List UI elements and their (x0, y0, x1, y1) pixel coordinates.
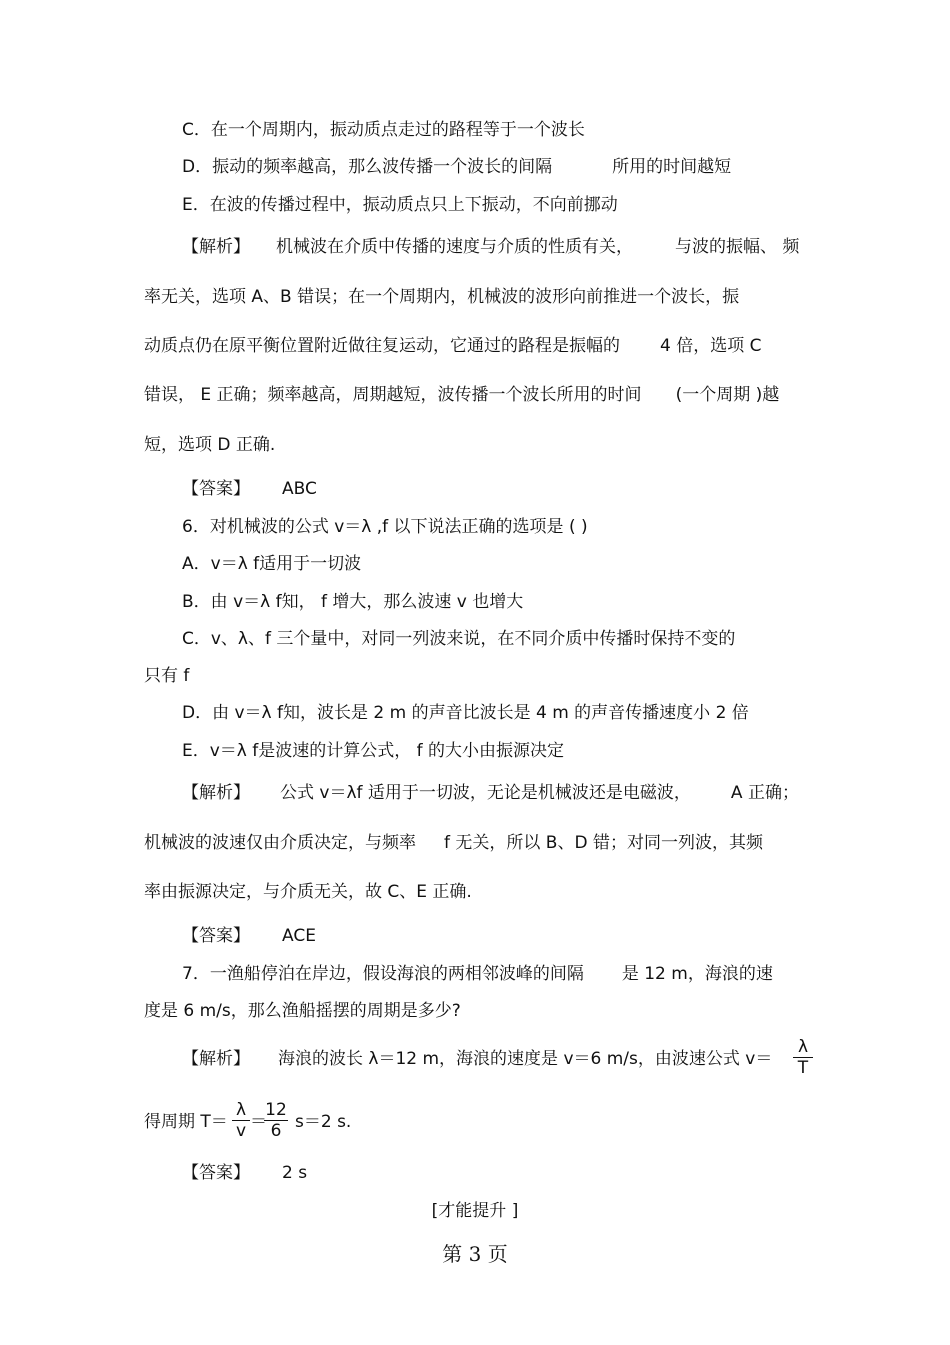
q6-analysis-2a: 机械波的波速仅由介质决定，与频率 (144, 833, 416, 853)
q5-analysis-line1 (182, 236, 799, 258)
q7-analysis-line2-end: s＝2 s. (295, 1112, 352, 1132)
q5-analysis-4b: (一个周期 )越 (675, 385, 780, 405)
q5-analysis-1b: 与波的振幅、 频 (675, 237, 800, 257)
q7-analysis-1: 海浪的波长 λ＝12 m，海浪的速度是 v＝6 m/s，由波速公式 v＝ (278, 1049, 773, 1069)
fraction-denominator: v (235, 1121, 247, 1141)
fraction-numerator: λ (232, 1100, 250, 1121)
analysis-label: 【解析】 (182, 783, 250, 803)
q7-stem-1a: 7．一渔船停泊在岸边，假设海浪的两相邻波峰的间隔 (182, 964, 584, 984)
q7-stem-1b: 是 12 m，海浪的速 (621, 964, 773, 984)
q5-option-d-part1: D．振动的频率越高，那么波传播一个波长的间隔 (182, 157, 553, 177)
q7-answer (182, 1162, 307, 1184)
q7-analysis-line1 (182, 1048, 772, 1070)
fraction-lambda-over-v (232, 1100, 250, 1141)
analysis-label: 【解析】 (182, 1049, 250, 1069)
q6-analysis-2b: f 无关，所以 B、D 错；对同一列波，其频 (444, 833, 763, 853)
q5-option-d (182, 156, 731, 178)
q5-analysis-line4 (144, 384, 779, 406)
answer-value: 2 s (282, 1163, 308, 1183)
q5-analysis-line2: 率无关，选项 A、B 错误；在一个周期内，机械波的波形向前推进一个波长，振 (144, 287, 740, 307)
q5-analysis-3a: 动质点仍在原平衡位置附近做往复运动，它通过的路程是振幅的 (144, 336, 620, 356)
fraction-denominator: 6 (270, 1121, 282, 1141)
q6-stem: 6．对机械波的公式 v＝λ ,f 以下说法正确的选项是 ( ) (182, 517, 588, 537)
q6-option-c-line2: 只有 f (144, 666, 190, 686)
q6-answer (182, 925, 316, 947)
q5-option-e: E．在波的传播过程中，振动质点只上下振动，不向前挪动 (182, 195, 618, 215)
answer-label: 【答案】 (182, 479, 250, 499)
q6-option-e: E．v＝λ f是波速的计算公式， f 的大小由振源决定 (182, 741, 565, 761)
equals-sign: ＝ (250, 1112, 267, 1132)
q7-analysis-line2-start: 得周期 T＝ (144, 1112, 228, 1132)
fraction-numerator: 12 (265, 1100, 287, 1120)
q5-analysis-1a: 机械波在介质中传播的速度与介质的性质有关， (276, 237, 633, 257)
answer-label: 【答案】 (182, 1163, 250, 1183)
q5-answer (182, 478, 317, 500)
q6-analysis-line3: 率由振源决定，与介质无关，故 C、E 正确. (144, 882, 472, 902)
page-number: 第 3 页 (442, 1242, 508, 1266)
q6-option-a: A．v＝λ f适用于一切波 (182, 554, 362, 574)
analysis-label: 【解析】 (182, 237, 250, 257)
answer-value: ABC (282, 479, 317, 499)
fraction-12-over-6 (264, 1100, 288, 1141)
q5-analysis-line5: 短，选项 D 正确. (144, 435, 276, 455)
fraction-denominator: T (797, 1058, 809, 1078)
fraction-lambda-over-t (793, 1037, 813, 1078)
answer-label: 【答案】 (182, 926, 250, 946)
q5-analysis-4a: 错误， E 正确；频率越高，周期越短，波传播一个波长所用的时间 (144, 385, 642, 405)
q6-analysis-1a: 公式 v＝λf 适用于一切波，无论是机械波还是电磁波， (280, 783, 691, 803)
q6-analysis-1b: A 正确； (730, 783, 799, 803)
q6-option-b: B．由 v＝λ f知， f 增大，那么波速 v 也增大 (182, 592, 524, 612)
q5-analysis-3b: 4 倍，选项 C (660, 336, 762, 356)
q6-analysis-line2 (144, 832, 763, 854)
section-title: [才能提升 ] (431, 1201, 519, 1221)
q5-option-c: C．在一个周期内，振动质点走过的路程等于一个波长 (182, 120, 585, 140)
q5-analysis-line3 (144, 335, 762, 357)
q6-option-c-line1: C．v、λ、f 三个量中，对同一列波来说，在不同介质中传播时保持不变的 (182, 629, 736, 649)
q6-analysis-line1 (182, 782, 799, 804)
q7-stem-line1 (182, 963, 773, 985)
q6-option-d: D．由 v＝λ f知，波长是 2 m 的声音比波长是 4 m 的声音传播速度小 2 倍 (182, 703, 749, 723)
q7-stem-line2: 度是 6 m/s，那么渔船摇摆的周期是多少? (144, 1001, 461, 1021)
answer-value: ACE (282, 926, 316, 946)
q5-option-d-part2: 所用的时间越短 (612, 157, 732, 177)
fraction-numerator: λ (793, 1037, 813, 1058)
